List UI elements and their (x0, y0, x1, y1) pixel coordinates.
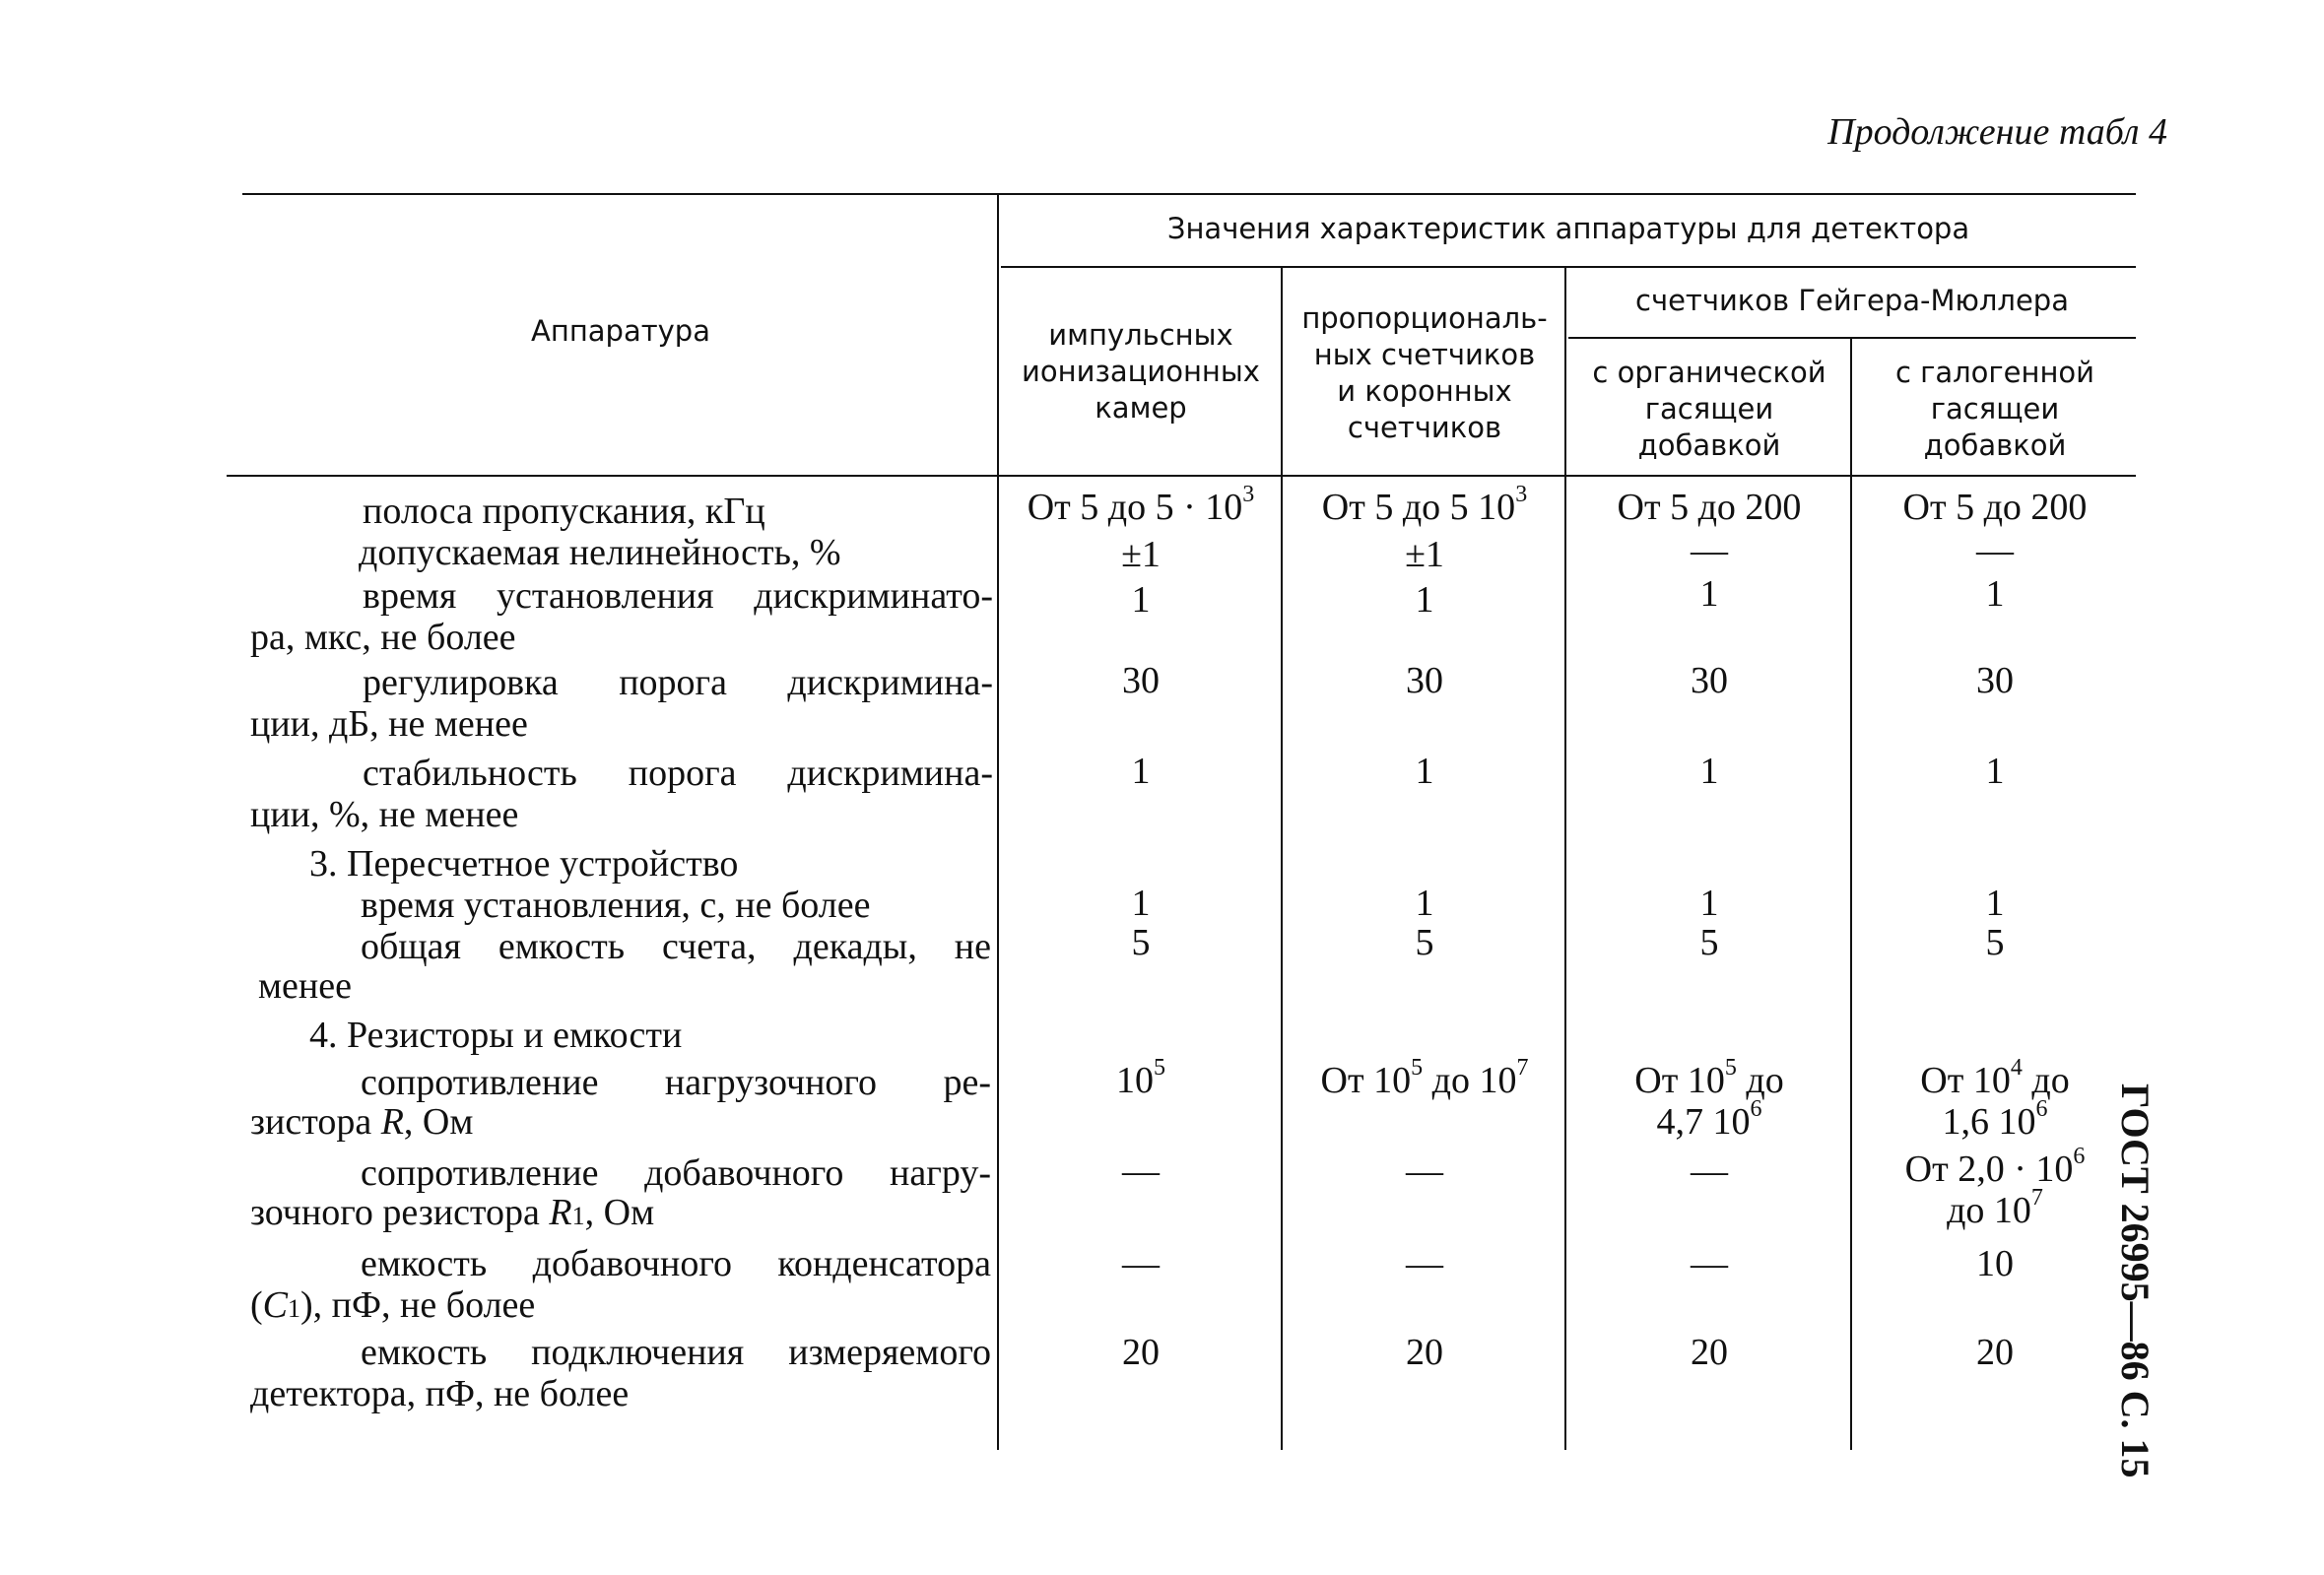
header-col-proportional: пропорциональ- ных счетчиков и коронных счетчиков (1301, 301, 1548, 444)
row-detector-capacitance-value-3: 20 (1691, 1332, 1728, 1373)
row-detector-capacitance-value-1: 20 (1122, 1332, 1160, 1373)
row-threshold-adjust-value-4: 30 (1976, 660, 2014, 701)
row-threshold-stability-value-3: 1 (1699, 751, 1719, 792)
row-extra-resistor-label-cont: зочного резистора R1, Ом (250, 1192, 655, 1233)
row-nonlinearity-value-4: — (1976, 530, 2014, 571)
row-extra-capacitor-label-cont: (C1), пФ, не более (250, 1284, 536, 1326)
row-load-resistor-value-3: От $10^5$ до 4,7 $10^6$ (1634, 1055, 1784, 1143)
column-divider-4 (1850, 337, 1852, 1450)
row-settling-time-value-1: 1 (1131, 579, 1151, 621)
row-extra-capacitor-value-3: — (1691, 1243, 1728, 1284)
row-bandwidth-value-4: От 5 до 200 (1902, 487, 2088, 528)
row-count-capacity-label-cont: менее (258, 965, 352, 1007)
row-nonlinearity-value-3: — (1691, 530, 1728, 571)
row-settling-time-value-4: 1 (1985, 573, 2005, 615)
column-divider-3 (1564, 266, 1566, 1450)
geiger-header-rule (1568, 337, 2136, 339)
row-counter-settling-value-4: 1 (1985, 883, 2005, 924)
row-load-resistor-label: сопротивление нагрузочного ре- (361, 1062, 991, 1103)
row-threshold-stability-value-1: 1 (1131, 751, 1151, 792)
row-counter-settling-label: время установления, с, не более (361, 885, 871, 926)
row-threshold-adjust-label-cont: ции, дБ, не менее (250, 703, 528, 745)
row-load-resistor-value-2: От $10^5$ до $10^7$ (1320, 1055, 1529, 1101)
group-header-rule (1001, 266, 2136, 268)
row-extra-resistor-value-2: — (1406, 1150, 1443, 1192)
row-threshold-adjust-value-2: 30 (1406, 660, 1443, 701)
row-detector-capacitance-label-cont: детектора, пФ, не более (250, 1373, 630, 1414)
row-extra-resistor-value-3: — (1691, 1150, 1728, 1192)
row-extra-capacitor-label: емкость добавочного конденсатора (361, 1243, 991, 1284)
row-threshold-adjust-label: регулировка порога дискримина- (363, 662, 993, 703)
header-group: Значения характеристик аппаратуры для детектора (1166, 212, 1970, 245)
column-divider-1 (997, 193, 999, 1450)
row-count-capacity-value-3: 5 (1699, 922, 1719, 963)
row-settling-time-label: время установления дискриминато- (363, 575, 993, 617)
row-count-capacity-label: общая емкость счета, декады, не (361, 926, 991, 967)
header-col-ionization: импульсных ионизационных камер (1022, 318, 1260, 425)
row-bandwidth-value-2: От 5 до 5 $10^3$ (1321, 482, 1528, 528)
row-threshold-stability-value-4: 1 (1985, 751, 2005, 792)
row-threshold-adjust-value-3: 30 (1691, 660, 1728, 701)
row-detector-capacitance-value-4: 20 (1976, 1332, 2014, 1373)
header-col-organic: с органической гасящеи добавкой (1592, 356, 1826, 462)
row-bandwidth-value-3: От 5 до 200 (1617, 487, 1802, 528)
row-extra-resistor-value-4: От $2,0 \cdot 10^6$ до $10^7$ (1904, 1144, 2086, 1231)
row-extra-capacitor-value-2: — (1406, 1243, 1443, 1284)
row-bandwidth-value-1: От 5 до $5 \cdot 10^3$ (1027, 482, 1255, 528)
row-load-resistor-value-4: От $10^4$ до 1,6 $10^6$ (1920, 1055, 2070, 1143)
row-threshold-stability-label: стабильность порога дискримина- (363, 753, 993, 794)
row-load-resistor-label-cont: зистора R, Ом (250, 1101, 474, 1143)
table-continuation-caption: Продолжение табл 4 (1827, 111, 2167, 153)
row-extra-resistor-value-1: — (1122, 1150, 1160, 1192)
row-counter-settling-value-3: 1 (1699, 883, 1719, 924)
column-divider-2 (1281, 266, 1283, 1450)
row-detector-capacitance-label: емкость подключения измеряемого (361, 1332, 991, 1373)
row-threshold-stability-value-2: 1 (1415, 751, 1434, 792)
row-counter-settling-value-2: 1 (1415, 883, 1434, 924)
row-threshold-stability-label-cont: ции, %, не менее (250, 794, 519, 835)
table-top-rule (242, 193, 2136, 195)
row-extra-capacitor-value-1: — (1122, 1243, 1160, 1284)
row-count-capacity-value-4: 5 (1985, 922, 2005, 963)
standard-page-label: ГОСТ 26995—86 С. 15 (2113, 1083, 2158, 1478)
row-settling-time-value-3: 1 (1699, 573, 1719, 615)
row-threshold-adjust-value-1: 30 (1122, 660, 1160, 701)
row-settling-time-label-cont: ра, мкс, не более (250, 617, 516, 658)
row-settling-time-value-2: 1 (1415, 579, 1434, 621)
section-resistors-heading: 4. Резисторы и емкости (309, 1015, 683, 1056)
row-extra-capacitor-value-4: 10 (1976, 1243, 2014, 1284)
row-count-capacity-value-1: 5 (1131, 922, 1151, 963)
row-load-resistor-value-1: $10^5$ (1116, 1055, 1165, 1101)
header-geiger: счетчиков Гейгера-Мюллера (1635, 284, 2069, 317)
row-nonlinearity-value-1: ±1 (1121, 534, 1161, 575)
row-extra-resistor-label: сопротивление добавочного нагру- (361, 1152, 991, 1194)
row-counter-settling-value-1: 1 (1131, 883, 1151, 924)
row-nonlinearity-label: допускаемая нелинейность, % (359, 532, 841, 573)
header-col-halogen: с галогенной гасящеи добавкой (1894, 356, 2095, 462)
row-nonlinearity-value-2: ±1 (1405, 534, 1444, 575)
section-counter-heading: 3. Пересчетное устройство (309, 843, 739, 885)
row-detector-capacitance-value-2: 20 (1406, 1332, 1443, 1373)
row-bandwidth-label: полоса пропускания, кГц (363, 491, 765, 532)
row-count-capacity-value-2: 5 (1415, 922, 1434, 963)
header-apparatus: Аппаратура (531, 314, 710, 348)
